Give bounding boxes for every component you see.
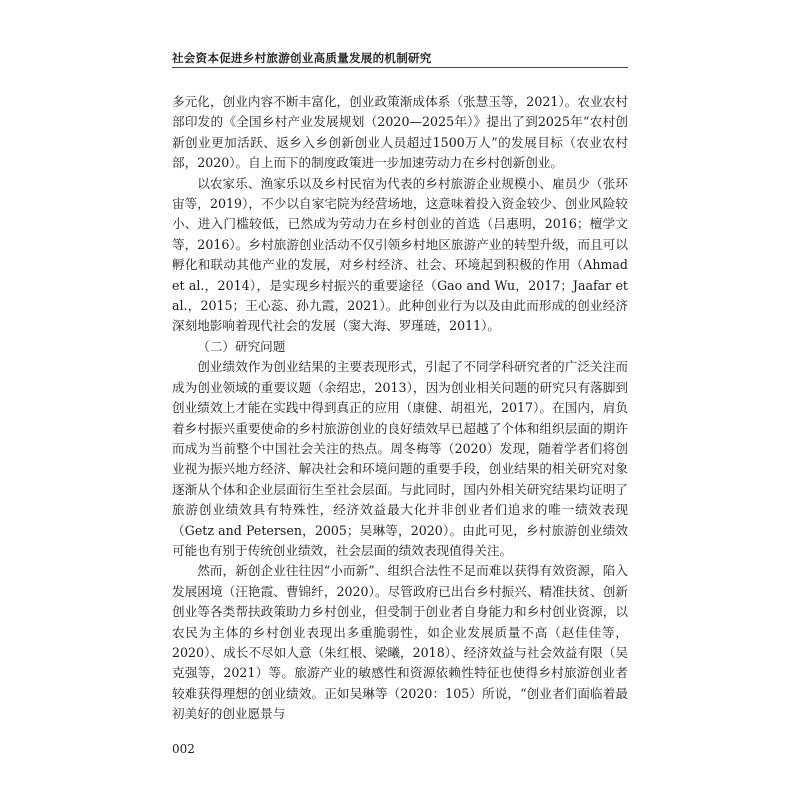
paragraph: 创业绩效作为创业结果的主要表现形式，引起了不同学科研究者的广泛关注而成为创业领域的重要议题（余绍忠，2013），因为创业相关问题的研究只有落脚到创业绩效上才能在实践中得到真正的应用（康健、胡祖光，2017）。在国内，肩负着乡村振兴重要使命的乡村旅游创业的良好绩效早已超越了个体和组织层面的期许而成为当前整个中国社会关注的热点。周冬梅等（2020）发现，随着学者们将创业视为振兴地方经济、解决社会和环境问题的重要手段，创业结果的相关研究对象逐渐从个体和企业层面衍生至社会层面。与此同时，国内外相关研究结果均证明了旅游创业绩效具有特殊性，经济效益最大化并非创业者们追求的唯一绩效表现（Getz and Petersen，2005；吴琳等，2020）。由此可见，乡村旅游创业绩效可能也有别于传统创业绩效，社会层面的绩效表现值得关注。 bbox=[172, 359, 628, 558]
section-heading: （二）研究问题 bbox=[197, 338, 286, 354]
paragraph: 然而，新创企业往往因“小而新”、组织合法性不足而难以获得有效资源，陷入发展困境（汪艳霞、曹锦纤，2020）。尽管政府已出台乡村振兴、精准扶贫、创新创业等各类帮扶政策助力乡村创业，但受制于创业者自身能力和乡村创业资源，以农民为主体的乡村创业表现出多重脆弱性，如企业发展质量不高（赵佳佳等，2020）、成长不尽如人意（朱红根、梁曦，2018）、经济效益与社会效益有限（吴克强等，2021）等。旅游产业的敏感性和资源依赖性特征也使得乡村旅游创业者较难获得理想的创业绩效。正如吴琳等（2020：105）所说，“创业者们面临着最初美好的创业愿景与 bbox=[172, 563, 628, 722]
running-header-title: 社会资本促进乡村旅游创业高质量发展的机制研究 bbox=[172, 51, 432, 65]
paragraph: 以农家乐、渔家乐以及乡村民宿为代表的乡村旅游企业规模小、雇员少（张环宙等，2019），不少以自家宅院为经营场地，这意味着投入资金较少、创业风险较小、进入门槛较低，已然成为劳动力在乡村创业的首选（吕惠明，2016；檀学文等，2016）。乡村旅游创业活动不仅引领乡村地区旅游产业的转型升级，而且可以孵化和联动其他产业的发展，对乡村经济、社会、环境起到积极的作用（Ahmad et al.，2014），是实现乡村振兴的重要途径（Gao and Wu，2017；Jaafar et al.，2015；王心蕊、孙九霞，2021）。此种创业行为以及由此而形成的创业经济深刻地影响着现代社会的发展（窦大海、罗瑾琏，2011）。 bbox=[172, 175, 628, 334]
header-rule bbox=[172, 67, 628, 68]
body-text bbox=[172, 92, 628, 725]
paragraph-continued: 多元化，创业内容不断丰富化，创业政策渐成体系（张慧玉等，2021）。农业农村部印发的《全国乡村产业发展规划（2020—2025年）》提出了到2025年“农村创新创业更加活跃、返乡入乡创新创业人员超过1500万人”的发展目标（农业农村部，2020）。自上而下的制度政策进一步加速劳动力在乡村创新创业。 bbox=[172, 94, 628, 171]
page-number: 002 bbox=[172, 742, 195, 756]
